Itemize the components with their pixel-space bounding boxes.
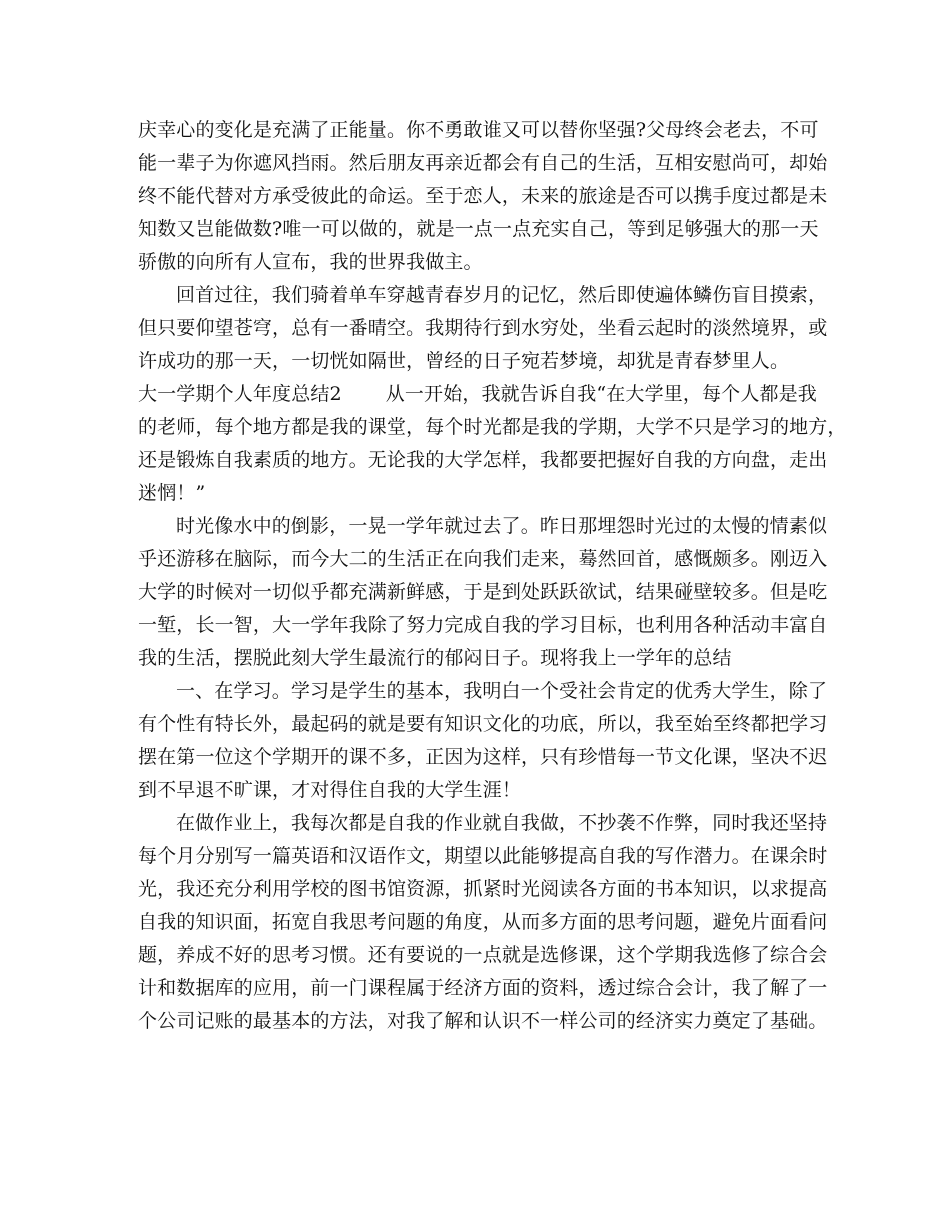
text-line: 许成功的那一天，一切恍如隔世，曾经的日子宛若梦境，却犹是青春梦里人。 [138,350,790,372]
text-line: 能一辈子为你遮风挡雨。然后朋友再亲近都会有自己的生活，互相安慰尚可，却始 [138,152,828,174]
text-line: 时光像水中的倒影，一晃一学年就过去了。昨日那埋怨时光过的太慢的情素似 [176,515,828,537]
text-line: 迷惘！” [138,482,206,504]
text-line: 在做作业上，我每次都是自我的作业就自我做，不抄袭不作弊，同时我还坚持 [176,812,828,834]
text-line: 有个性有特长外，最起码的就是要有知识文化的功底，所以，我至始至终都把学习 [138,713,828,735]
text-line: 但只要仰望苍穹，总有一番晴空。我期待行到水穷处，坐看云起时的淡然境界，或 [138,317,828,339]
text-line: 还是锻炼自我素质的地方。无论我的大学怎样，我都要把握好自我的方向盘，走出 [138,449,828,471]
text-line: 一、在学习。学习是学生的基本，我明白一个受社会肯定的优秀大学生，除了 [176,680,828,702]
text-line: 乎还游移在脑际，而今大二的生活正在向我们走来，蓦然回首，感慨颇多。刚迈入 [138,548,828,570]
text-line: 一堑，长一智，大一学年我除了努力完成自我的学习目标，也利用各种活动丰富自 [138,614,828,636]
text-line: 回首过往，我们骑着单车穿越青春岁月的记忆，然后即使遍体鳞伤盲目摸索， [176,284,828,306]
text-line: 每个月分别写一篇英语和汉语作文，期望以此能够提高自我的写作潜力。在课余时 [138,845,828,867]
text-line: 到不早退不旷课，才对得住自我的大学生涯！ [138,779,522,801]
text-line: 终不能代替对方承受彼此的命运。至于恋人，未来的旅途是否可以携手度过都是未 [138,185,828,207]
text-line: 知数又岂能做数?唯一可以做的，就是一点一点充实自己，等到足够强大的那一天 [138,218,819,240]
text-line: 计和数据库的应用，前一门课程属于经济方面的资料，透过综合会计，我了解了一 [138,977,828,999]
text-line: 骄傲的向所有人宣布，我的世界我做主。 [138,251,483,273]
text-line: 个公司记账的最基本的方法，对我了解和认识不一样公司的经济实力奠定了基础。 [138,1010,828,1032]
text-line: 题，养成不好的思考习惯。还有要说的一点就是选修课，这个学期我选修了综合会 [138,944,828,966]
text-line: 的老师，每个地方都是我的课堂，每个时光都是我的学期，大学不只是学习的地方， [138,416,847,438]
text-line: 我的生活，摆脱此刻大学生最流行的郁闷日子。现将我上一学年的总结 [138,647,732,669]
section-heading: 大一学期个人年度总结2 [138,383,342,405]
text-line: 庆幸心的变化是充满了正能量。你不勇敢谁又可以替你坚强?父母终会老去，不可 [138,119,819,141]
text-line: 大学的时候对一切似乎都充满新鲜感，于是到处跃跃欲试，结果碰壁较多。但是吃 [138,581,828,603]
text-line: 自我的知识面，拓宽自我思考问题的角度，从而多方面的思考问题，避免片面看问 [138,911,828,933]
text-line: 从一开始，我就告诉自我“在大学里，每个人都是我 [385,383,817,405]
section-heading-line [138,382,817,406]
text-line: 光，我还充分利用学校的图书馆资源，抓紧时光阅读各方面的书本知识，以求提高 [138,878,828,900]
text-line: 摆在第一位这个学期开的课不多，正因为这样，只有珍惜每一节文化课，坚决不迟 [138,746,828,768]
